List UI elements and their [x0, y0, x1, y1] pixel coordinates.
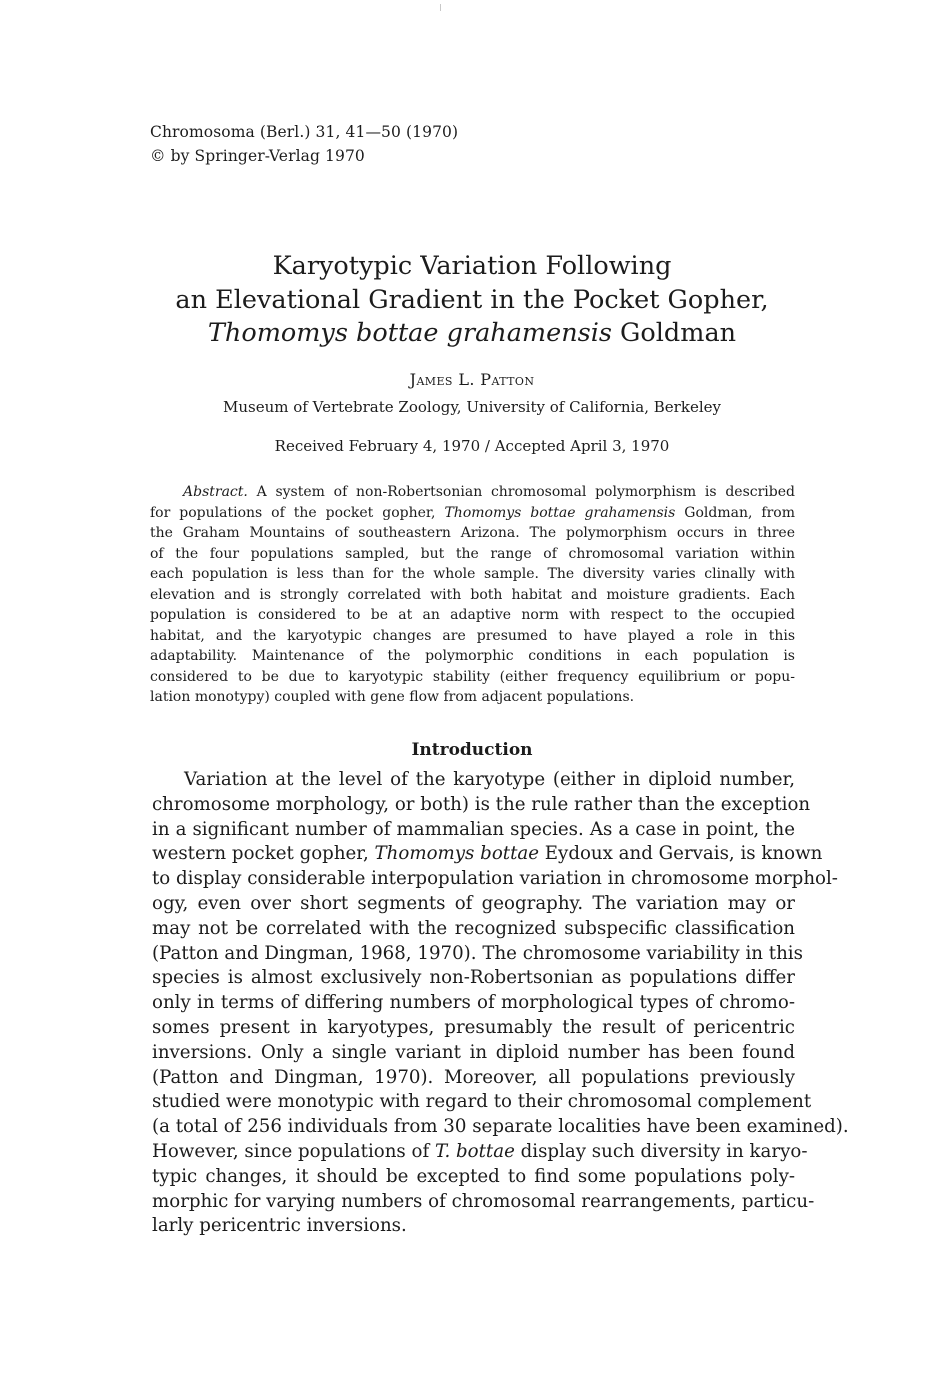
- body-line: larly pericentric inversions.: [152, 1215, 407, 1237]
- body-line: Variation at the level of the karyotype (either in diploid number,: [184, 769, 795, 790]
- introduction-body: [152, 768, 849, 1239]
- abstract-line: adaptability. Maintenance of the polymorphic conditions in each population is: [150, 648, 795, 664]
- body-line: inversions. Only a single variant in diploid number has been found: [152, 1041, 795, 1063]
- body-line: may not be correlated with the recognized subspecific classification: [152, 917, 795, 939]
- abstract-line: elevation and is strongly correlated with both habitat and moisture gradients. Each: [150, 586, 795, 603]
- body-line: species is almost exclusively non-Robertsonian as populations differ: [152, 967, 795, 989]
- scan-artifact-mark: [440, 4, 441, 11]
- abstract-line: for populations of the pocket gopher, Thomomys bottae grahamensis Goldman, from: [150, 504, 795, 521]
- abstract-label: Abstract.: [183, 484, 248, 500]
- author-affiliation: Museum of Vertebrate Zoology, University of California, Berkeley: [223, 398, 721, 416]
- body-line: studied were monotypic with regard to their chromosomal complement: [152, 1091, 812, 1113]
- abstract-line: the Graham Mountains of southeastern Arizona. The polymorphism occurs in three: [150, 525, 795, 541]
- abstract-line: habitat, and the karyotypic changes are presumed to have played a role in this: [150, 627, 795, 644]
- body-line: (Patton and Dingman, 1970). Moreover, all populations previously: [152, 1066, 795, 1088]
- body-line: chromosome morphology, or both) is the rule rather than the exception: [152, 793, 811, 815]
- abstract-line: population is considered to be at an adaptive norm with respect to the occupied: [150, 607, 795, 623]
- abstract-species-name: Thomomys bottae grahamensis: [444, 504, 676, 521]
- title-line-3: [0, 316, 938, 350]
- body-line: somes present in karyotypes, presumably the result of pericentric: [152, 1016, 795, 1038]
- body-line: in a significant number of mammalian species. As a case in point, the: [152, 818, 795, 840]
- title-species-author: Goldman: [611, 318, 737, 348]
- title-line-1: Karyotypic Variation Following: [272, 251, 672, 281]
- body-line: only in terms of differing numbers of morphological types of chromo-: [152, 992, 795, 1014]
- abstract: [150, 482, 795, 708]
- body-line: morphic for varying numbers of chromosomal rearrangements, particu-: [152, 1190, 815, 1212]
- author-name: James L. Patton: [409, 370, 535, 389]
- abstract-line: Abstract. A system of non-Robertsonian chromosomal polymorphism is described: [183, 484, 795, 500]
- body-species-abbrev: T. bottae: [435, 1140, 515, 1162]
- body-line: ogy, even over short segments of geography. The variation may or: [152, 892, 795, 914]
- body-line: (Patton and Dingman, 1968, 1970). The chromosome variability in this: [152, 942, 803, 964]
- abstract-line: considered to be due to karyotypic stability (either frequency equilibrium or popu-: [150, 668, 795, 685]
- abstract-line: of the four populations sampled, but the range of chromosomal variation within: [150, 545, 795, 562]
- journal-citation: Chromosoma (Berl.) 31, 41—50 (1970): [150, 123, 459, 141]
- title-line-2: an Elevational Gradient in the Pocket Gopher,: [175, 285, 769, 315]
- body-species-name: Thomomys bottae: [374, 843, 539, 865]
- introduction-heading: Introduction: [411, 740, 533, 760]
- body-line: western pocket gopher, Thomomys bottae Eydoux and Gervais, is known: [152, 843, 823, 865]
- title-species-name: Thomomys bottae grahamensis: [207, 318, 612, 348]
- body-line: However, since populations of T. bottae display such diversity in karyo-: [152, 1140, 808, 1162]
- copyright-notice: © by Springer-Verlag 1970: [150, 147, 365, 165]
- abstract-line: each population is less than for the whole sample. The diversity varies clinally with: [150, 566, 795, 582]
- body-line: (a total of 256 individuals from 30 separate localities have been examined).: [152, 1116, 849, 1138]
- body-line: to display considerable interpopulation variation in chromosome morphol-: [152, 868, 838, 890]
- abstract-line: lation monotypy) coupled with gene flow from adjacent populations.: [150, 689, 635, 705]
- received-accepted-dates: Received February 4, 1970 / Accepted April 3, 1970: [274, 437, 670, 455]
- body-line: typic changes, it should be excepted to find some populations poly-: [152, 1165, 795, 1187]
